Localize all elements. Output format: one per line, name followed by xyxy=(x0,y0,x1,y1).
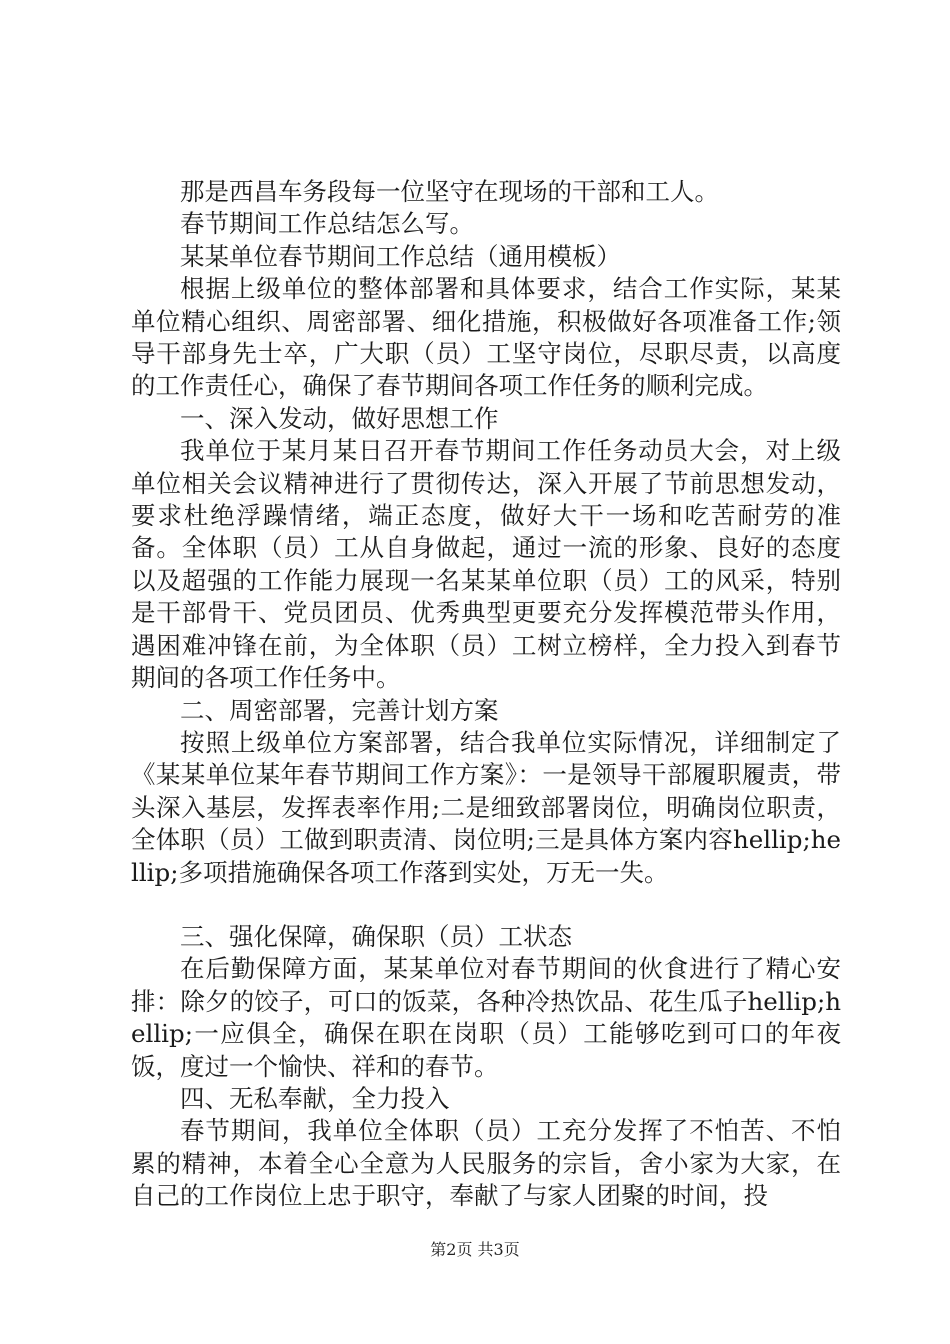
paragraph-intro-line: 那是西昌车务段每一位坚守在现场的干部和工人。 xyxy=(180,177,719,206)
page-number-label: 第2页 共3页 xyxy=(430,1240,520,1259)
paragraph-summary: 根据上级单位的整体部署和具体要求，结合工作实际，某某单位精心组织、周密部署、细化措施，积极做好各项准备工作;领导干部身先士卒，广大职（员）工坚守岗位，尽职尽责，以高度的工作责任心，确保了春节期间各项工作任务的顺利完成。 xyxy=(131,274,841,401)
document-title: 某某单位春节期间工作总结（通用模板） xyxy=(180,241,621,271)
section-heading-1: 一、深入发动，做好思想工作 xyxy=(180,403,499,433)
section-body-1: 我单位于某月某日召开春节期间工作任务动员大会，对上级单位相关会议精神进行了贯彻传达，深入开展了节前思想发动，要求杜绝浮躁情绪，端正态度，做好大干一场和吃苦耐劳的准备。全体职（员）工从自身做起，通过一流的形象、良好的态度以及超强的工作能力展现一名某某单位职（员）工的风采，特别是干部骨干、党员团员、优秀典型更要充分发挥模范带头作用，遇困难冲锋在前，为全体职（员）工树立榜样，全力投入到春节期间的各项工作任务中。 xyxy=(131,436,841,693)
section-heading-3: 三、强化保障，确保职（员）工状态 xyxy=(180,921,572,951)
section-body-3: 在后勤保障方面，某某单位对春节期间的伙食进行了精心安排：除夕的饺子，可口的饭菜，各种冷热饮品、花生瓜子hellip;hellip;一应俱全，确保在职在岗职（员）工能够吃到可口的年夜饭，度过一个愉快、祥和的春节。 xyxy=(131,954,841,1081)
section-heading-4: 四、无私奉献，全力投入 xyxy=(180,1083,450,1113)
section-heading-2: 二、周密部署，完善计划方案 xyxy=(180,695,499,725)
page-footer xyxy=(0,1240,950,1260)
paragraph-spacer xyxy=(131,889,841,921)
section-body-2: 按照上级单位方案部署，结合我单位实际情况，详细制定了《某某单位某年春节期间工作方案》：一是领导干部履职履责，带头深入基层，发挥表率作用;二是细致部署岗位，明确岗位职责，全体职（员）工做到职责清、岗位明;三是具体方案内容hellip;hellip;多项措施确保各项工作落到实处，万无一失。 xyxy=(131,727,841,887)
paragraph-question: 春节期间工作总结怎么写。 xyxy=(180,209,474,239)
section-body-4: 春节期间，我单位全体职（员）工充分发挥了不怕苦、不怕累的精神，本着全心全意为人民服务的宗旨，舍小家为大家，在自己的工作岗位上忠于职守，奉献了与家人团聚的时间，投 xyxy=(131,1116,841,1211)
document-body xyxy=(131,176,841,1213)
